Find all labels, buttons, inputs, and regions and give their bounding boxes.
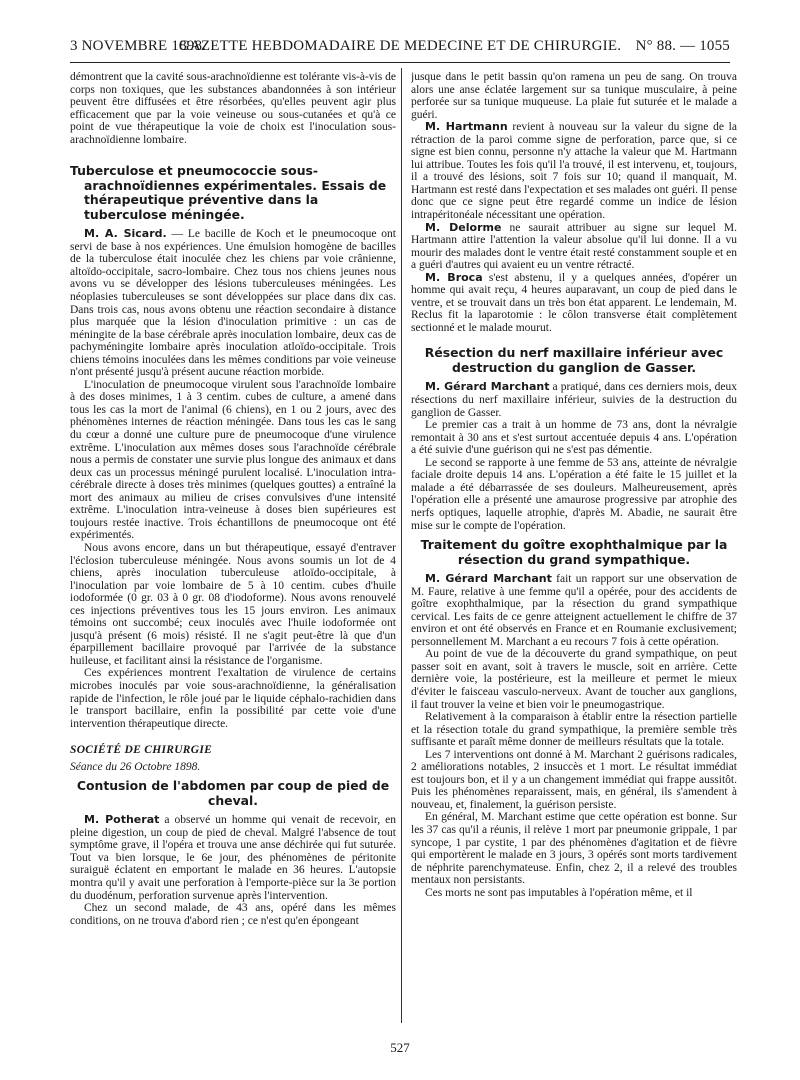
- paragraph: Ces morts ne sont pas imputables à l'opération même, et il: [425, 886, 693, 899]
- speaker-name: M. Potherat: [84, 813, 160, 827]
- paragraph: Au point de vue de la découverte du grand sympathique, on peut passer soit en avant, soit à travers le muscle, soit en arrière. Cette dernière voie, la postérieure, est la meilleure et permet le mieux d'éviter le faisceau vasculo-nerveux. Avant de toucher aux ganglions, il faut trouver la veine et bien voir le pneumogastrique.: [411, 648, 737, 711]
- speaker-name: M. Hartmann: [425, 120, 508, 134]
- page-number: 527: [390, 1040, 410, 1055]
- section-heading: Tuberculose et pneumococcie sous-arachnoïdiennes expérimentales. Essais de thérapeutique préventive dans la tuberculose méningée.: [70, 163, 387, 222]
- paragraph: Relativement à la comparaison à établir entre la résection partielle et la résection totale du grand sympathique, la première semble très suffisante et paraît même donner de meilleurs résultats que la totale.: [411, 711, 737, 749]
- paragraph: En général, M. Marchant estime que cette opération est bonne. Sur les 37 cas qu'il a réunis, il relève 1 mort par pneumonie grippale, 1 par syncope, 1 par cystite, 1 par des phénomènes d'agitation et de fièvre qui emportèrent le malade en 3 jours, 3 opérés sont morts tardivement de néphrite parenchymateuse. Enfin, chez 2, il a relevé des troubles mentaux non persistants.: [411, 811, 737, 887]
- seance-date: Séance du 26 Octobre 1898.: [70, 760, 201, 773]
- speaker-name: M. Gérard Marchant: [425, 380, 550, 394]
- section-heading: Contusion de l'abdomen par coup de pied de cheval.: [76, 778, 390, 808]
- section-heading: Résection du nerf maxillaire inférieur avec destruction du ganglion de Gasser.: [424, 345, 724, 375]
- paragraph: M. Delorme ne saurait attribuer au signe sur lequel M. Hartmann attire l'attention la valeur absolue qu'il lui donne. Il a vu mourir des malades dont le ventre était resté constamment souple et en a guéri d'autres qui avaient eu un ventre rétracté.: [411, 220, 737, 272]
- paragraph: M. Hartmann revient à nouveau sur la valeur du signe de la rétraction de la paroi comme signe de perforation, parce que, si ce signe est bien connu, personne n'y attache la valeur que M. Hartmann lui attribue. Toutes les fois qu'il l'a trouvé, il est intervenu, et, toujours, il a trouvé des lésions, soit 7 fois sur 10; quand il manquait, M. Hartmann est resté dans l'expectation et ses malades ont guéri. Il pense donc que ce signe peut être regardé comme un indice de lésion intrapéritonéale nécessitant une opération.: [411, 120, 737, 222]
- speaker-name: M. Broca: [425, 270, 483, 284]
- paragraph: Le premier cas a trait à un homme de 73 ans, dont la névralgie remontait à 30 ans et s'est surtout accentuée depuis 4 ans. L'opération a été suivie d'une guérison qui ne s'est pas démentie.: [411, 419, 737, 457]
- paragraph: Le second se rapporte à une femme de 53 ans, atteinte de névralgie faciale droite depuis 14 ans. L'opération a été faite le 15 juillet et la malade a été débarrassée de ses douleurs. Malheureusement, après l'opération elle a présenté une amaurose progressive par atrophie des nerfs optiques, laquelle atrophie, d'après M. Abadie, ne saurait être mise sur le compte de l'opération.: [411, 456, 737, 532]
- paragraph: M. A. Sicard. — Le bacille de Koch et le pneumocoque ont servi de base à nos expériences. Une émulsion homogène de bacilles de la tuberculose était inoculée chez les chiens par voie crânienne, altoïdo-occipitale, sacro-lombaire. Chez tous nos chiens jeunes nous avons vu se développer des lésions tuberculeuses méningées. Les néoplasies tuberculeuses se sont développées sur place dans dix cas. Dans trois cas, nous avons obtenu une réaction secondaire à distance plus marquée que la lésion d'inoculation primitive : un cas de méningite de la base cérébrale après inoculation lombaire, deux cas de pachyméningite lombaire après inoculation atloïdo-occipitale. Trois chiens témoins inoculées dans les mêmes conditions par voie veineuse n'ont présenté jusqu'à présent aucune réaction morbide.: [70, 227, 396, 379]
- paragraph: Ces expériences montrent l'exaltation de virulence de certains microbes inoculés par voie sous-arachnoïdienne, la généralisation rapide de l'infection, le rôle joué par le liquide céphalo-rachidien dans le transport bacillaire, enfin la possibilité par cette voie d'une intervention thérapeutique directe.: [70, 667, 396, 730]
- paragraph: M. Broca s'est abstenu, il y a quelques années, d'opérer un homme qui avait reçu, 4 heures auparavant, un coup de pied dans le ventre, et se trouvait dans un très bon état apparent. Le lendemain, M. Reclus fit la laparotomie : le côlon transverse était complètement sectionné et le malade mourut.: [411, 270, 737, 334]
- header-date: 3 NOVEMBRE 1898.: [70, 38, 207, 54]
- section-heading: Traitement du goître exophthalmique par la résection du grand sympathique.: [420, 537, 728, 567]
- paragraph: Nous avons encore, dans un but thérapeutique, essayé d'entraver l'éclosion tuberculeuse méningée. Nous avons soumis un lot de 4 chiens, après inoculation tuberculeuse atloïdo-occipitale, à l'inoculation par voie lombaire de 5 à 10 centim. cubes d'huile iodoformée (0 gr. 03 à 0 gr. 08 d'iodoforme). Nous avons renouvelé ces injections préventives tous les 15 jours environ. Les animaux témoins ont succombé; ceux inoculés avec l'huile iodoformée ont jusqu'à présent (6 mois) résisté. Il ne s'agit peut-être là que d'un éparpillement bacillaire provoqué par l'arrivée de la substance huileuse, et facilitant ainsi la résistance de l'organisme.: [70, 541, 396, 667]
- speaker-name: M. Delorme: [425, 220, 502, 234]
- header-journal-title: GAZETTE HEBDOMADAIRE DE MEDECINE ET DE CHIRURGIE.: [178, 38, 622, 54]
- paragraph: Chez un second malade, de 43 ans, opéré dans les mêmes conditions, on ne trouva d'abord rien ; ce n'est qu'en épongeant: [70, 902, 396, 927]
- paragraph: démontrent que la cavité sous-arachnoïdienne est tolérante vis-à-vis de corps non toxiques, que les substances abandonnées à son intérieur peuvent être diffusées et être résorbées, qu'elles peuvent agir plus efficacement que par la voie veineuse ou sous-cutanées et qu'à ce point de vue thérapeutique la voie de choix est l'inoculation sous-arachnoïdienne lombaire.: [70, 71, 396, 146]
- paragraph: M. Gérard Marchant a pratiqué, dans ces derniers mois, deux résections du nerf maxillaire inférieur, suivies de la destruction du ganglion de Gasser.: [411, 380, 737, 419]
- paragraph: M. Potherat a observé un homme qui venait de recevoir, en pleine digestion, un coup de pied de cheval. Malgré l'absence de tout symptôme grave, il l'opéra et trouva une anse déchirée qui fut suturée. Tout va bien lorsque, le 6e jour, des phénomènes de péritonite suraiguë éclatent en emportant le malade en 36 heures. L'autopsie montra qu'il y avait une perforation à l'emporte-pièce sur la 3e portion du duodénum, perforation survenue après l'intervention.: [70, 813, 396, 902]
- paragraph: M. Gérard Marchant fait un rapport sur une observation de M. Faure, relative à une femme qu'il a opérée, pour des accidents de goître exophthalmique, par la résection du grand sympathique cervical. Les faits de ce genre atteignent actuellement le chiffre de 37 environ et ont été observés en France et en Roumanie exclusivement; personnellement M. Marchant a eu recours 7 fois à cette opération.: [411, 572, 737, 648]
- running-header: [70, 38, 730, 60]
- right-column: [411, 71, 737, 1031]
- paragraph: L'inoculation de pneumocoque virulent sous l'arachnoïde lombaire à des doses minimes, 1 à 3 centim. cubes de culture, a amené dans tous les cas la mort de l'animal (6 chiens), en 1 ou 2 jours, avec des phénomènes internes de réaction méningée. Dans tous les cas le sang du cœur a donné une culture pure de pneumocoque d'une virulence extrême. L'inoculation aux mêmes doses sous l'arachnoïde cérébrale nous a permis de constater une survie plus longue des animaux et dans deux cas un processus méningé purulent localisé. L'inoculation intra-cérébrale directe à doses très minimes (quelques gouttes) a entraîné la mort des animaux au milieu de crises convulsives d'une intensité extrême. L'inoculation intra-veineuse à doses bien supérieures est toujours restée inactive. Trois échantillons de pneumocoque ont été expérimentés.: [70, 378, 396, 542]
- speaker-name: M. Gérard Marchant: [425, 572, 552, 586]
- header-issue-number: N° 88. — 1055: [635, 38, 730, 54]
- paragraph: Les 7 interventions ont donné à M. Marchant 2 guérisons radicales, 2 améliorations notables, 2 insuccès et 1 mort. Le résultat immédiat est toujours bon, et il y a un changement immédiat qui frappe aussitôt. Puis les phénomènes reparaissent, mais, en général, ils s'amendent à nouveau, et, finalement, la guérison persiste.: [411, 748, 737, 811]
- paragraph: jusque dans le petit bassin qu'on ramena un peu de sang. On trouva alors une anse éclatée largement sur sa tunique musculaire, à peine perforée sur sa tunique muqueuse. La plaie fut suturée et le malade a guéri.: [411, 71, 737, 121]
- header-rule: [70, 62, 730, 63]
- left-column: [70, 71, 396, 1031]
- society-title: SOCIÉTÉ DE CHIRURGIE: [70, 744, 213, 757]
- speaker-name: M. A. Sicard.: [84, 227, 167, 241]
- column-divider: [401, 68, 402, 1023]
